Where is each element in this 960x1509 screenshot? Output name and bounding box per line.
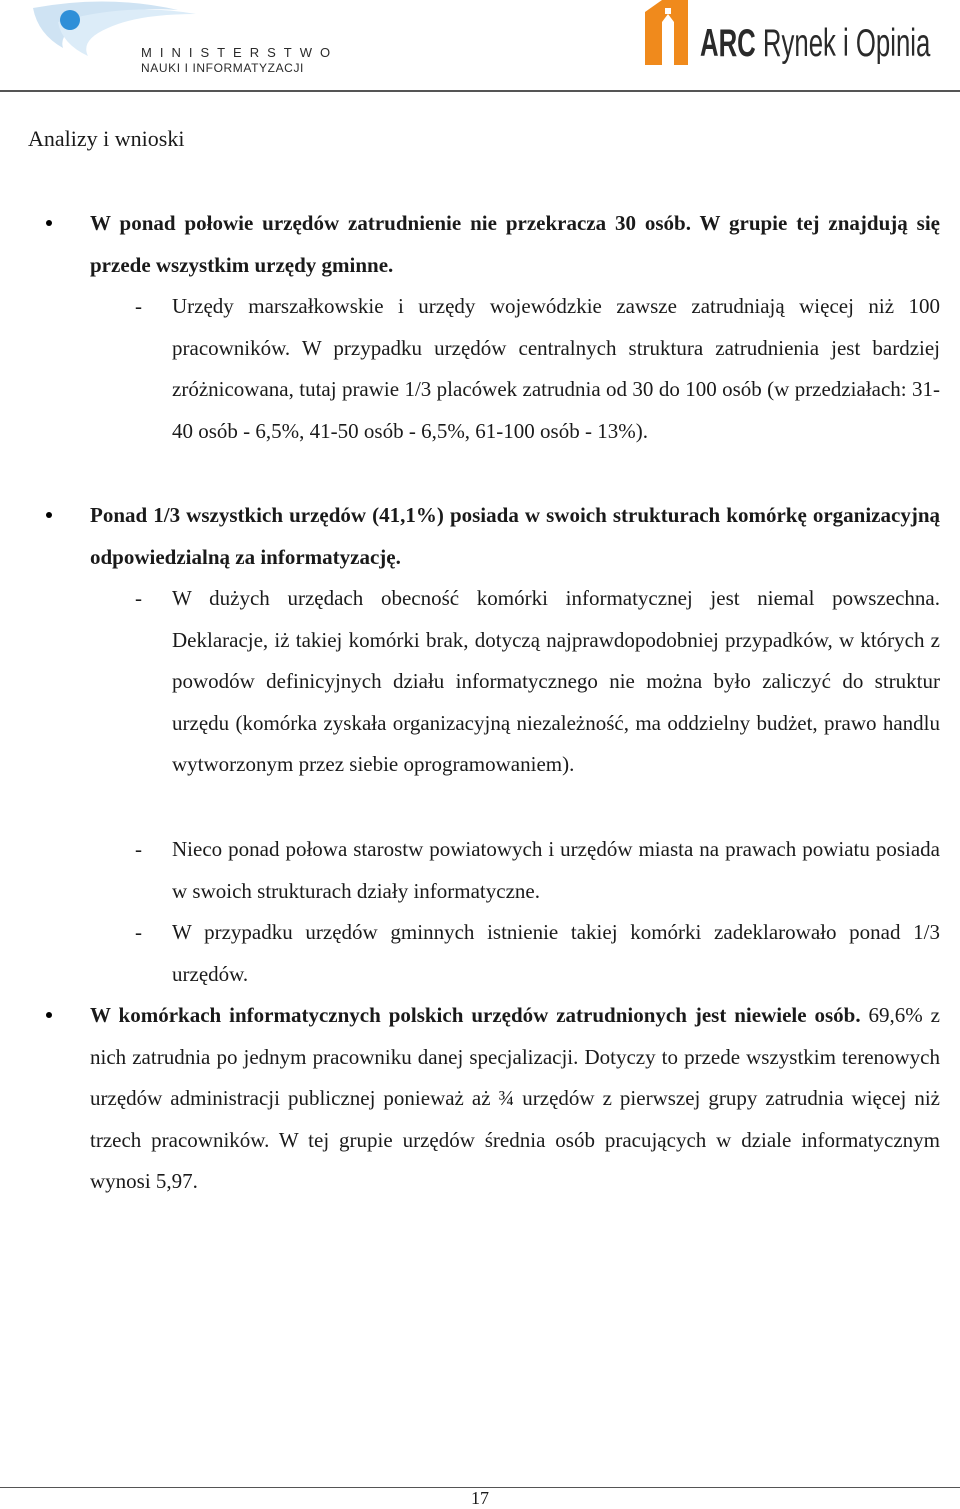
sub-item-4-text: W przypadku urzędów gminnych istnienie takiej komórki zadeklarowało ponad 1/3 urzędów. xyxy=(172,920,940,986)
bullet-item-3-text: 69,6% z nich zatrudnia po jednym pracowniku danej specjalizacji. Dotyczy to przede wszystkim terenowych urzędów administracji publicznej ponieważ aż ¾ urzędów z pierwszej grupy zatrudnia więcej niż trzech pracowników. W tej grupie urzędów średnia osób pracujących w dziale informatycznym wynosi 5,97. xyxy=(90,1003,940,1194)
bullet-item-2: Ponad 1/3 wszystkich urzędów (41,1%) posiada w swoich strukturach komórkę organizacyjną odpowiedzialną za informatyzację. xyxy=(90,495,940,578)
arc-tagline: Rynek i Opinia xyxy=(762,22,931,65)
page-number: 17 xyxy=(471,1488,489,1508)
ministry-line-1: MINISTERSTWO xyxy=(141,45,339,60)
dash-marker: - xyxy=(135,294,142,318)
dash-marker: - xyxy=(135,586,142,610)
sub-item-1-text: Urzędy marszałkowskie i urzędy wojewódzkie zawsze zatrudniają więcej niż 100 pracowników. W przypadku urzędów centralnych struktura zatrudnienia jest bardziej zróżnicowana, tutaj prawie 1/3 placówek zatrudnia od 30 do 100 osób (w przedziałach: 31-40 osób - 6,5%, 41-50 osób - 6,5%, 61-100 osób - 13%). xyxy=(172,294,940,443)
sub-item-1 xyxy=(135,286,940,452)
arc-brand-name xyxy=(700,22,930,66)
bullet-item-3 xyxy=(90,995,940,1203)
sub-item-2-text: W dużych urzędach obecność komórki informatycznej jest niemal powszechna. Deklaracje, iż takiej komórki brak, dotyczą najprawdopodobniej przypadków, w których z powodów definicyjnych działu informatycznego nie można było zaliczyć do struktur urzędu (komórka zyskała organizacyjną niezależność, ma oddzielny budżet, prawo handlu wytworzonym przez siebie oprogramowaniem). xyxy=(172,586,940,777)
sub-item-2 xyxy=(135,578,940,786)
arc-brand: ARC xyxy=(700,22,756,65)
bullet-item-1: W ponad połowie urzędów zatrudnienie nie przekracza 30 osób. W grupie tej znajdują się przede wszystkim urzędy gminne. xyxy=(90,203,940,286)
ministry-line-2: NAUKI I INFORMATYZACJI xyxy=(141,61,304,75)
sub-item-3-text: Nieco ponad połowa starostw powiatowych i urzędów miasta na prawach powiatu posiada w swoich strukturach działy informatyczne. xyxy=(172,837,940,903)
page-header xyxy=(0,0,960,95)
ministry-name xyxy=(141,45,338,75)
bullet-item-3-bold: W komórkach informatycznych polskich urzędów zatrudnionych jest niewiele osób. xyxy=(90,1003,861,1027)
dash-marker: - xyxy=(135,920,142,944)
dash-marker: - xyxy=(135,837,142,861)
sub-item-4 xyxy=(135,912,940,995)
sub-item-3 xyxy=(135,829,940,912)
section-title: Analizy i wnioski xyxy=(28,126,185,151)
header-divider xyxy=(0,90,960,92)
